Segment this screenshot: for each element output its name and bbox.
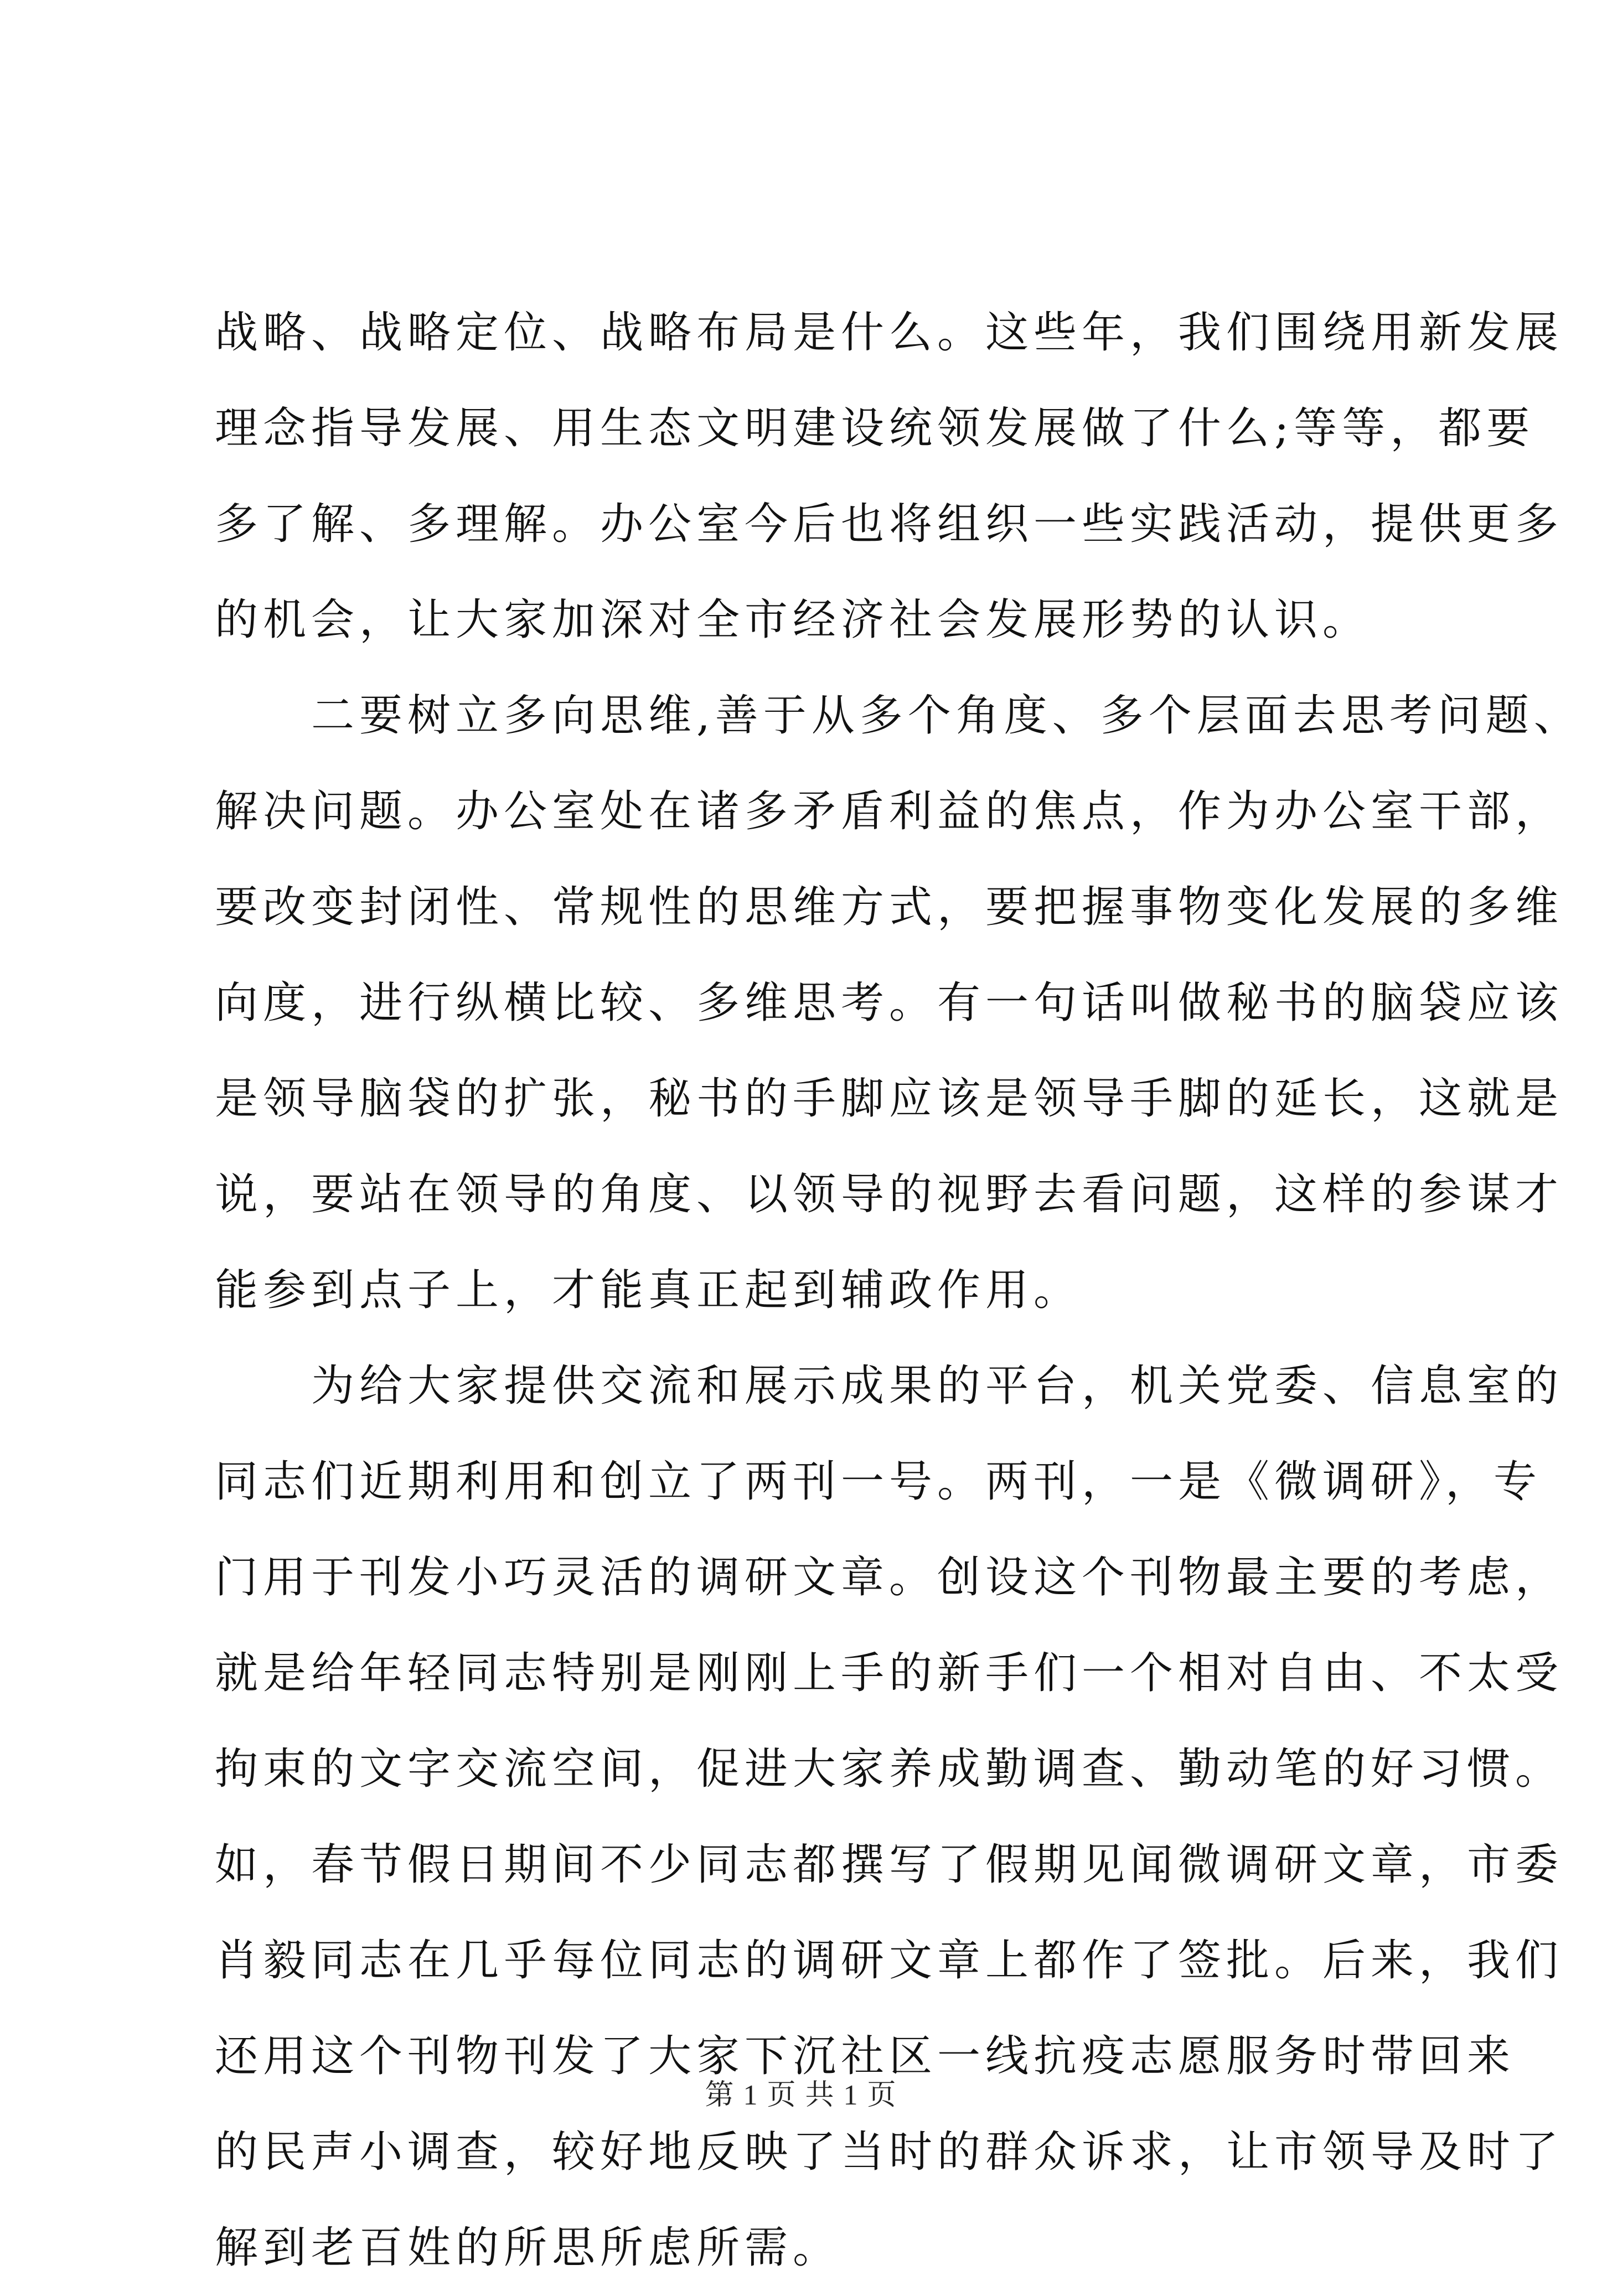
text-line: 是领导脑袋的扩张，秘书的手脚应该是领导手脚的延长，这就是 <box>215 1074 1564 1124</box>
paragraph <box>215 285 1564 668</box>
text-line: 就是给年轻同志特别是刚刚上手的新手们一个相对自由、不太受 <box>215 1648 1564 1698</box>
text-line: 为给大家提供交流和展示成果的平台，机关党委、信息室的 <box>215 1361 1564 1411</box>
text-line: 多了解、多理解。办公室今后也将组织一些实践活动，提供更多 <box>215 499 1564 549</box>
text-line: 的机会，让大家加深对全市经济社会发展形势的认识。 <box>215 595 1371 645</box>
text-line: 解到老百姓的所思所虑所需。 <box>215 2223 841 2273</box>
text-line: 说，要站在领导的角度、以领导的视野去看问题，这样的参谋才 <box>215 1170 1564 1219</box>
text-line: 拘束的文字交流空间，促进大家养成勤调查、勤动笔的好习惯。 <box>215 1744 1564 1794</box>
text-line: 的民声小调查，较好地反映了当时的群众诉求，让市领导及时了 <box>215 2127 1564 2177</box>
text-line: 解决问题。办公室处在诸多矛盾利益的焦点，作为办公室干部， <box>215 787 1564 836</box>
page-footer: 第 1 页 共 1 页 <box>705 2080 897 2111</box>
body-text <box>215 285 1582 2296</box>
text-line: 肖毅同志在几乎每位同志的调研文章上都作了签批。后来，我们 <box>215 1936 1564 1985</box>
text-line: 理念指导发展、用生态文明建设统领发展做了什么;等等，都要 <box>215 404 1535 453</box>
text-line: 二要树立多向思维,善于从多个角度、多个层面去思考问题、 <box>215 691 1582 741</box>
text-line: 门用于刊发小巧灵活的调研文章。创设这个刊物最主要的考虑， <box>215 1553 1564 1602</box>
text-line: 同志们近期利用和创立了两刊一号。两刊，一是《微调研》，专 <box>215 1457 1542 1507</box>
paragraph <box>215 1338 1564 2296</box>
text-line: 能参到点子上，才能真正起到辅政作用。 <box>215 1265 1082 1315</box>
text-line: 如，春节假日期间不少同志都撰写了假期见闻微调研文章，市委 <box>215 1840 1564 1890</box>
text-line: 还用这个刊物刊发了大家下沉社区一线抗疫志愿服务时带回来 <box>215 2031 1516 2081</box>
text-line: 要改变封闭性、常规性的思维方式，要把握事物变化发展的多维 <box>215 882 1564 932</box>
text-line: 向度，进行纵横比较、多维思考。有一句话叫做秘书的脑袋应该 <box>215 978 1564 1028</box>
paragraph <box>215 668 1582 1338</box>
text-line: 战略、战略定位、战略布局是什么。这些年，我们围绕用新发展 <box>215 308 1564 358</box>
